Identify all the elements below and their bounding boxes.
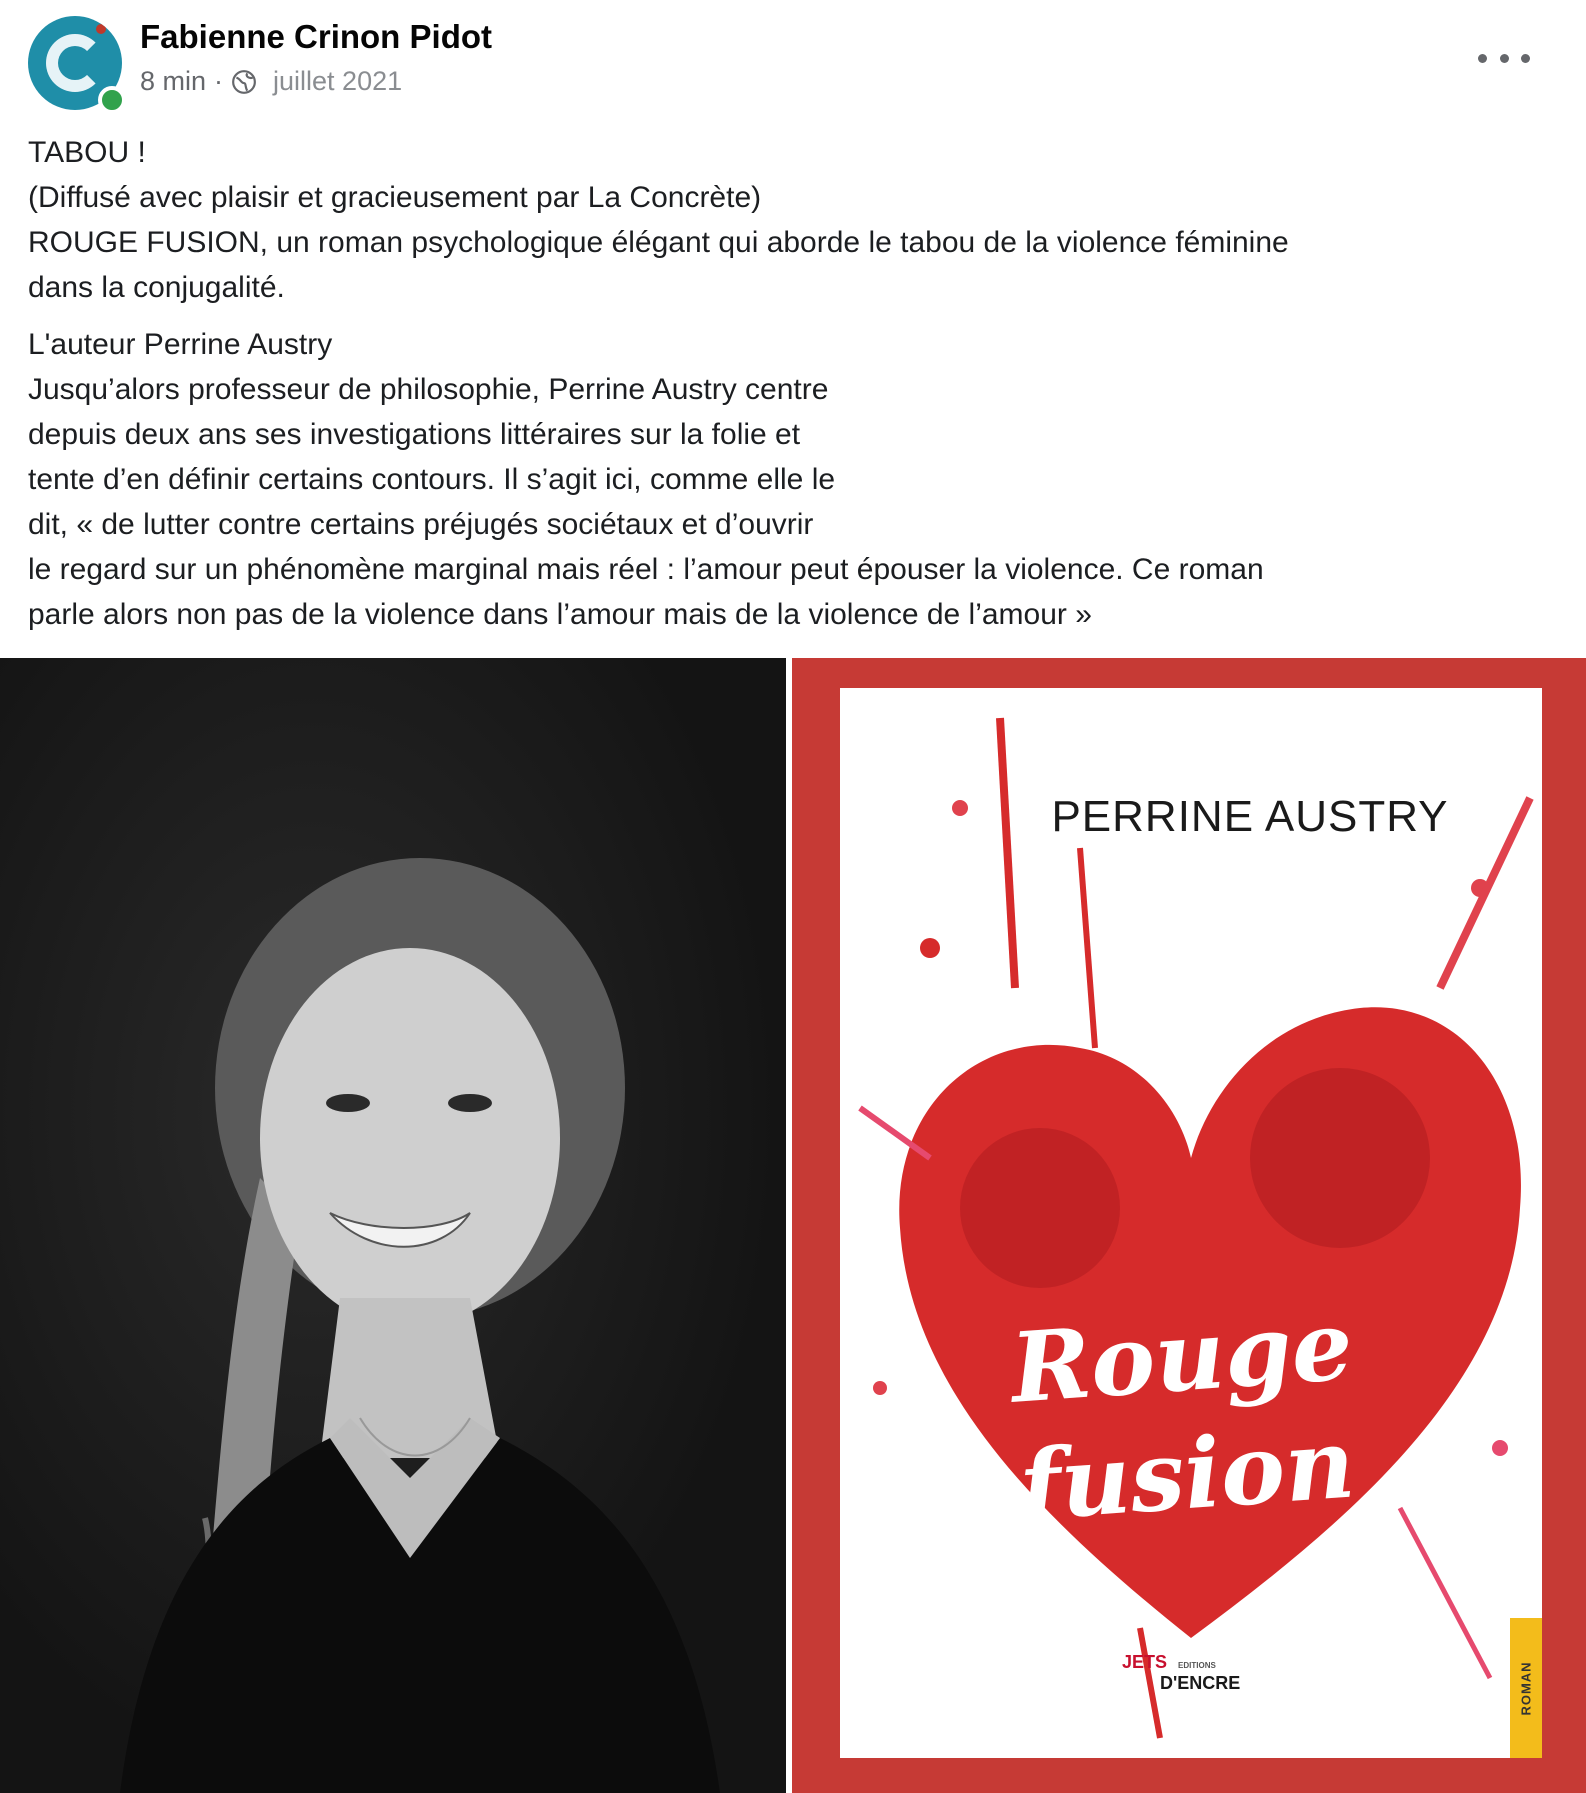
- globe-icon[interactable]: [231, 69, 257, 95]
- portrait-illustration: [0, 658, 786, 1793]
- red-heart-splash-illustration: [840, 688, 1542, 1758]
- post-text: [28, 130, 1538, 637]
- post-text-line: tente d’en définir certains contours. Il s’agit ici, comme elle le: [28, 463, 836, 496]
- post-text-line: le regard sur un phénomène marginal mais réel : l’amour peut épouser la violence. Ce roman: [28, 553, 1264, 586]
- post-date: juillet 2021: [273, 66, 403, 96]
- author-name[interactable]: Fabienne Crinon Pidot: [140, 18, 492, 55]
- publisher-small: EDITIONS: [1178, 1661, 1216, 1670]
- post-time[interactable]: 8 min: [140, 66, 207, 96]
- post-text-line: parle alors non pas de la violence dans l’amour mais de la violence de l’amour »: [28, 598, 1092, 631]
- post-text-line: (Diffusé avec plaisir et gracieusement par La Concrète): [28, 181, 762, 214]
- publisher-logo: [1122, 1652, 1262, 1702]
- author-portrait-photo[interactable]: [0, 658, 786, 1793]
- publisher-name-2: D'ENCRE: [1160, 1673, 1241, 1693]
- online-status-indicator: [98, 86, 126, 114]
- more-options-icon[interactable]: [1478, 38, 1530, 78]
- genre-label: ROMAN: [1518, 1660, 1534, 1716]
- publisher-name-1: JETS: [1122, 1652, 1168, 1672]
- post-meta: [140, 66, 402, 97]
- book-cover-photo[interactable]: [792, 658, 1586, 1793]
- post-text-line: ROUGE FUSION, un roman psychologique élégant qui aborde le tabou de la violence féminine: [28, 226, 1289, 259]
- book-cover: [840, 688, 1542, 1758]
- post-text-line: TABOU !: [28, 136, 146, 169]
- meta-separator: ·: [214, 66, 224, 96]
- post-paragraph-author: [28, 322, 1538, 637]
- post-text-line: L'auteur Perrine Austry: [28, 328, 333, 361]
- book-title: [1007, 1286, 1363, 1545]
- post-text-line: dans la conjugalité.: [28, 271, 285, 304]
- book-author: PERRINE AUSTRY: [1051, 792, 1449, 841]
- post-photos: [0, 658, 1586, 1793]
- post-text-line: depuis deux ans ses investigations littéraires sur la folie et: [28, 418, 801, 451]
- book-title-line: Rouge: [1007, 1288, 1357, 1425]
- post-header: [0, 0, 1586, 120]
- genre-band: [1510, 1618, 1542, 1758]
- post-text-line: Jusqu’alors professeur de philosophie, Perrine Austry centre: [28, 373, 829, 406]
- book-title-line: fusion: [1015, 1406, 1359, 1543]
- post-text-line: dit, « de lutter contre certains préjugés sociétaux et d’ouvrir: [28, 508, 814, 541]
